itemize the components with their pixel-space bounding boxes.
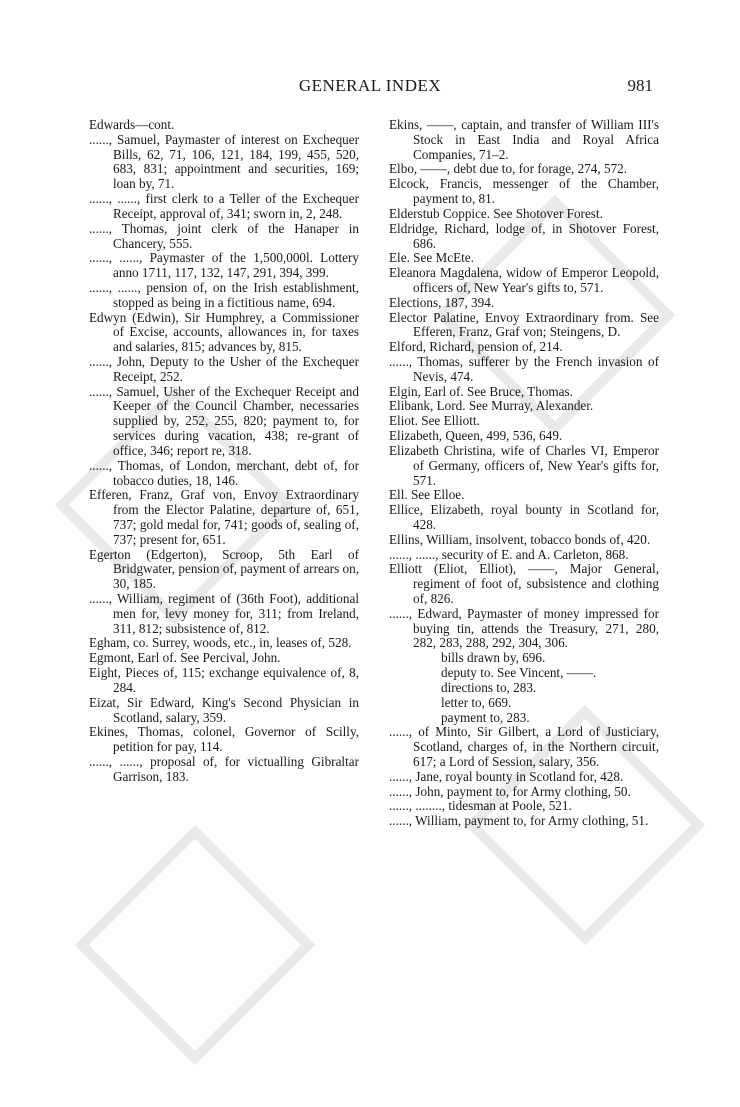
index-entry: Edwards—cont. (89, 117, 175, 132)
index-entry: ......, Thomas, sufferer by the French invasion of Nevis, 474. (389, 354, 659, 384)
index-entry: Elibank, Lord. See Murray, Alexander. (389, 398, 594, 414)
page-header (0, 76, 740, 98)
index-entry: Efferen, Franz, Graf von, Envoy Extraordinary from the Elector Palatine, departure of, 651, 737; gold medal for, 741; goods of, sealing of, 737; present for, 651. (89, 487, 359, 547)
index-entry: Elizabeth, Queen, 499, 536, 649. (389, 428, 563, 444)
index-entry: Egerton (Edgerton), Scroop, 5th Earl of Bridgwater, pension of, payment of arrears on, 30, 185. (89, 546, 359, 592)
index-entry: ......, William, payment to, for Army clothing, 51. (389, 813, 649, 829)
index-entry: Elbo, ——, debt due to, for forage, 274, 572. (389, 161, 628, 177)
index-entry: Elford, Richard, pension of, 214. (389, 339, 563, 355)
index-entry: ......, William, regiment of (36th Foot), additional men for, levy money for, 311; from Ireland, 311, 812; subsistence of, 812. (89, 591, 359, 636)
index-entry: Ekines, Thomas, colonel, Governor of Scilly, petition for pay, 114. (89, 724, 359, 755)
index-entry: Ellins, William, insolvent, tobacco bonds of, 420. (389, 531, 651, 547)
index-entry: Eliot. See Elliott. (389, 413, 480, 429)
index-entry: Eight, Pieces of, 115; exchange equivalence of, 8, 284. (89, 665, 359, 695)
index-entry: ......, Samuel, Paymaster of interest on Exchequer Bills, 62, 71, 106, 121, 184, 199, 455, 520, 683, 831; appointment and securities, 169; loan by, 71. (89, 131, 359, 192)
index-entry: directions to, 283. (441, 679, 537, 695)
index-entry: Elgin, Earl of. See Bruce, Thomas. (389, 383, 573, 399)
page-title: GENERAL INDEX (298, 76, 442, 95)
index-entry: ......, of Minto, Sir Gilbert, a Lord of Justiciary, Scotland, charges of, in the Northern circuit, 617; a Lord of Session, salary, 356. (389, 724, 659, 769)
index-entry: deputy to. See Vincent, ——. (441, 665, 597, 681)
index-entry: Elector Palatine, Envoy Extraordinary from. See Efferen, Franz, Graf von; Steingens, D. (389, 309, 659, 340)
index-entry: Ele. See McEte. (389, 250, 474, 266)
index-entry: Elizabeth Christina, wife of Charles VI, Emperor of Germany, officers of, New Year's gifts for, 571. (389, 442, 659, 488)
index-entry: ......, ......, security of E. and A. Carleton, 868. (389, 546, 629, 562)
index-entry: ......, Samuel, Usher of the Exchequer Receipt and Keeper of the Council Chamber, necessaries supplied by, 252, 255, 820; payment to, for services during vacation, 438; re-grant of office, 346; report re, 318. (89, 383, 359, 458)
index-entry: Eizat, Sir Edward, King's Second Physician in Scotland, salary, 359. (89, 694, 359, 725)
index-entry: Elderstub Coppice. See Shotover Forest. (389, 205, 603, 221)
index-entry: letter to, 669. (441, 694, 512, 710)
index-entry: Elcock, Francis, messenger of the Chamber, payment to, 81. (389, 176, 659, 207)
index-entry: ......, ......, first clerk to a Teller of the Exchequer Receipt, approval of, 341; sworn in, 2, 248. (89, 191, 359, 221)
index-entry: bills drawn by, 696. (441, 650, 546, 666)
index-entry: ......, Thomas, joint clerk of the Hanaper in Chancery, 555. (89, 220, 359, 251)
index-column-right (389, 118, 659, 829)
index-entry: ......, Jane, royal bounty in Scotland for, 428. (389, 768, 624, 784)
index-entry: payment to, 283. (441, 709, 530, 725)
index-entry: ......, John, Deputy to the Usher of the Exchequer Receipt, 252. (89, 354, 359, 384)
index-entry: Egham, co. Surrey, woods, etc., in, leases of, 528. (89, 635, 352, 651)
index-entry: Ell. See Elloe. (389, 487, 465, 503)
index-entry: ......, ......, pension of, on the Irish establishment, stopped as being in a fictitious name, 694. (89, 279, 359, 310)
index-entry: Ellice, Elizabeth, royal bounty in Scotland for, 428. (389, 502, 659, 532)
index-entry: ......, Thomas, of London, merchant, debt of, for tobacco duties, 18, 146. (89, 457, 359, 488)
index-entry: ......, ........, tidesman at Poole, 521. (389, 798, 572, 814)
index-entry: Eleanora Magdalena, widow of Emperor Leopold, officers of, New Year's gifts to, 571. (389, 265, 659, 295)
index-entry: Egmont, Earl of. See Percival, John. (89, 650, 281, 666)
index-entry: ......, ......, Paymaster of the 1,500,000l. Lottery anno 1711, 117, 132, 147, 291, 394, 399. (89, 250, 359, 281)
index-entry: Eldridge, Richard, lodge of, in Shotover Forest, 686. (389, 220, 659, 251)
index-entry: Ekins, ——, captain, and transfer of William III's Stock in East India and Royal Africa Companies, 71–2. (389, 117, 659, 162)
index-column-left (89, 118, 359, 785)
watermark-frame (75, 825, 315, 1065)
index-entry: ......, Edward, Paymaster of money impressed for buying tin, attends the Treasury, 271, 280, 282, 283, 288, 292, 304, 306. (389, 605, 659, 651)
index-entry: ......, ......, proposal of, for victualling Gibraltar Garrison, 183. (89, 753, 359, 784)
index-entry: Elections, 187, 394. (389, 294, 495, 310)
page-number: 981 (627, 76, 653, 95)
index-entry: Elliott (Eliot, Elliot), ——, Major General, regiment of foot of, subsistence and clothing of, 826. (389, 561, 659, 606)
index-entry: Edwyn (Edwin), Sir Humphrey, a Commissioner of Excise, accounts, allowances in, for taxes and salaries, 815; advances by, 815. (89, 309, 359, 355)
index-entry: ......, John, payment to, for Army clothing, 50. (389, 783, 631, 799)
